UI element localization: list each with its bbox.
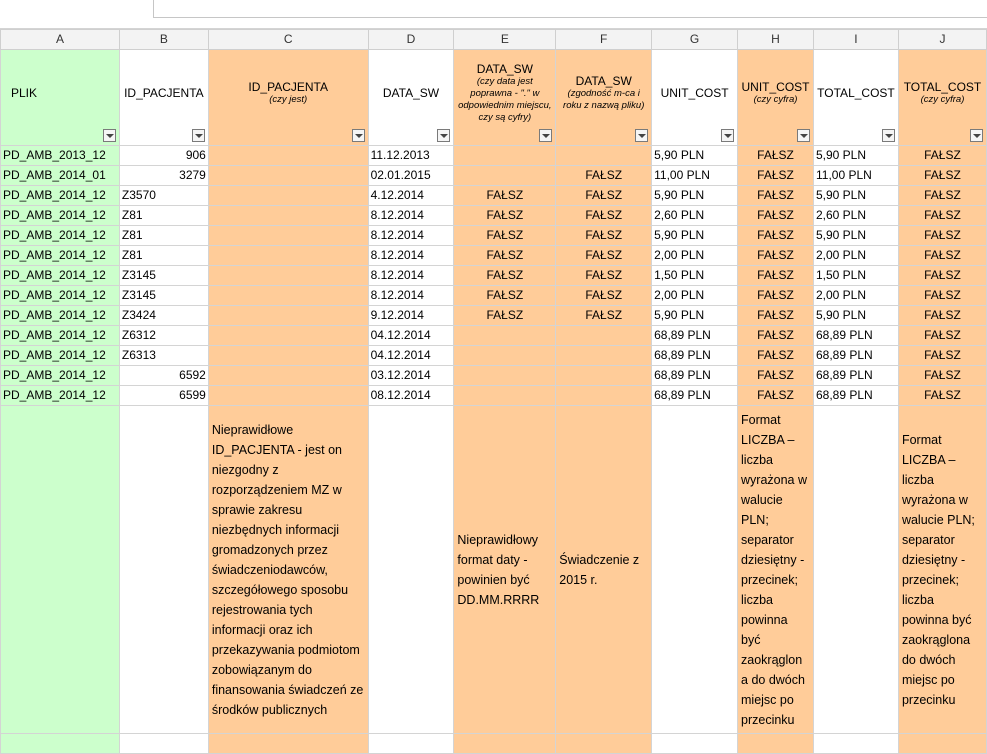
header-subtitle: (czy data jest poprawna - "." w odpowiednim miejscu, czy są cyfry) [458,75,552,123]
cell-f[interactable] [556,366,652,386]
header-cell-total-cost[interactable] [813,50,898,146]
cell-b[interactable]: Z81 [119,206,208,226]
cell-i[interactable]: 5,90 PLN [813,146,898,166]
header-subtitle: (zgodność m-ca i roku z nazwą pliku) [563,87,645,111]
column-header-b[interactable]: B [119,30,208,50]
cell-h[interactable]: FAŁSZ [738,326,814,346]
cell-e[interactable]: FAŁSZ [454,266,556,286]
cell-e[interactable]: FAŁSZ [454,306,556,326]
header-title: DATA_SW [575,73,632,88]
cell-e[interactable] [454,166,556,186]
cell-g[interactable]: 68,89 PLN [652,386,738,406]
header-cell-data-sw-match[interactable] [556,50,652,146]
cell-e[interactable] [454,326,556,346]
cell-d[interactable]: 04.12.2014 [368,346,454,366]
cell-g[interactable]: 11,00 PLN [652,166,738,186]
cell-f[interactable] [556,326,652,346]
cell-a[interactable]: PD_AMB_2014_12 [1,206,120,226]
cell-e[interactable]: FAŁSZ [454,206,556,226]
header-title: DATA_SW [382,85,440,100]
cell-c[interactable] [208,734,368,754]
cell-h[interactable]: FAŁSZ [738,366,814,386]
cell-d[interactable]: 08.12.2014 [368,386,454,406]
formula-bar[interactable] [0,0,987,29]
cell-i[interactable]: 2,60 PLN [813,206,898,226]
cell-a[interactable]: PD_AMB_2014_01 [1,166,120,186]
header-title: PLIK [11,85,38,100]
cell-h[interactable]: FAŁSZ [738,346,814,366]
header-title: TOTAL_COST [817,85,895,100]
cell-i[interactable]: 68,89 PLN [813,346,898,366]
cell-i[interactable]: 68,89 PLN [813,386,898,406]
cell-j[interactable]: FAŁSZ [898,386,986,406]
note-cell-h[interactable]: Format LICZBA – liczba wyrażona w walucie PLN; separator dziesiętny - przecinek; liczba powinna być zaokrąglon a do dwóch miejsc po przecinku [738,406,814,734]
cell-b[interactable]: 6599 [119,386,208,406]
cell-e[interactable]: FAŁSZ [454,246,556,266]
header-cell-total-cost-check[interactable] [898,50,986,146]
cell-h[interactable]: FAŁSZ [738,306,814,326]
cell-i[interactable]: 5,90 PLN [813,226,898,246]
cell-g[interactable]: 2,60 PLN [652,206,738,226]
cell-d[interactable]: 8.12.2014 [368,246,454,266]
cell-f[interactable]: FAŁSZ [556,166,652,186]
cell-e[interactable]: FAŁSZ [454,286,556,306]
header-title: ID_PACJENTA [124,85,204,100]
cell-j[interactable]: FAŁSZ [898,286,986,306]
cell-e[interactable] [454,146,556,166]
filter-dropdown-icon[interactable] [437,129,450,142]
table-row [1,346,987,366]
cell-a[interactable]: PD_AMB_2014_12 [1,306,120,326]
table-row [1,166,987,186]
cell-g[interactable] [652,734,738,754]
table-row [1,226,987,246]
cell-d[interactable] [368,734,454,754]
cell-i[interactable]: 2,00 PLN [813,246,898,266]
cell-g[interactable]: 2,00 PLN [652,286,738,306]
note-cell-a[interactable] [1,406,120,734]
spreadsheet-grid [0,29,987,754]
filter-dropdown-icon[interactable] [970,129,983,142]
cell-f[interactable]: FAŁSZ [556,186,652,206]
table-row [1,306,987,326]
cell-c[interactable] [208,246,368,266]
cell-f[interactable] [556,146,652,166]
filter-dropdown-icon[interactable] [721,129,734,142]
cell-a[interactable]: PD_AMB_2014_12 [1,186,120,206]
cell-d[interactable]: 4.12.2014 [368,186,454,206]
filter-dropdown-icon[interactable] [635,129,648,142]
cell-h[interactable]: FAŁSZ [738,266,814,286]
cell-a[interactable]: PD_AMB_2014_12 [1,386,120,406]
header-cell-unit-cost[interactable] [652,50,738,146]
column-header-f[interactable]: F [556,30,652,50]
cell-h[interactable]: FAŁSZ [738,386,814,406]
filter-dropdown-icon[interactable] [539,129,552,142]
cell-b[interactable]: Z6312 [119,326,208,346]
header-cell-data-sw-format[interactable] [454,50,556,146]
cell-j[interactable]: FAŁSZ [898,366,986,386]
cell-j[interactable]: FAŁSZ [898,246,986,266]
cell-b[interactable]: 6592 [119,366,208,386]
cell-b[interactable]: Z3145 [119,266,208,286]
cell-j[interactable]: FAŁSZ [898,166,986,186]
cell-b[interactable]: Z3570 [119,186,208,206]
cell-g[interactable]: 2,00 PLN [652,246,738,266]
cell-j[interactable]: FAŁSZ [898,186,986,206]
cell-i[interactable]: 2,00 PLN [813,286,898,306]
cell-f[interactable]: FAŁSZ [556,266,652,286]
cell-d[interactable]: 03.12.2014 [368,366,454,386]
cell-b[interactable]: 3279 [119,166,208,186]
cell-a[interactable]: PD_AMB_2014_12 [1,266,120,286]
cell-b[interactable]: Z3145 [119,286,208,306]
cell-d[interactable]: 04.12.2014 [368,326,454,346]
column-header-j[interactable]: J [898,30,986,50]
column-header-a[interactable]: A [1,30,120,50]
cell-e[interactable] [454,346,556,366]
header-title: UNIT_COST [741,79,810,94]
cell-a[interactable]: PD_AMB_2014_12 [1,246,120,266]
cell-h[interactable] [738,734,814,754]
header-cell-unit-cost-check[interactable] [738,50,814,146]
cell-i[interactable]: 68,89 PLN [813,366,898,386]
cell-b[interactable]: Z81 [119,226,208,246]
cell-d[interactable]: 8.12.2014 [368,266,454,286]
cell-j[interactable]: FAŁSZ [898,226,986,246]
cell-f[interactable]: FAŁSZ [556,226,652,246]
cell-j[interactable]: FAŁSZ [898,146,986,166]
cell-g[interactable]: 5,90 PLN [652,186,738,206]
cell-c[interactable] [208,146,368,166]
cell-c[interactable] [208,326,368,346]
note-cell-e[interactable]: Nieprawidłowy format daty - powinien być DD.MM.RRRR [454,406,556,734]
cell-c[interactable] [208,206,368,226]
cell-d[interactable]: 02.01.2015 [368,166,454,186]
column-header-e[interactable]: E [454,30,556,50]
note-cell-f[interactable]: Świadczenie z 2015 r. [556,406,652,734]
cell-g[interactable]: 68,89 PLN [652,326,738,346]
header-subtitle: (czy cyfra) [920,93,965,105]
cell-i[interactable]: 11,00 PLN [813,166,898,186]
note-cell-j[interactable]: Format LICZBA – liczba wyrażona w walucie PLN; separator dziesiętny - przecinek; liczba powinna być zaokrąglona do dwóch miejsc po przecinku [898,406,986,734]
formula-input[interactable] [153,0,987,18]
header-cell-data-sw[interactable] [368,50,454,146]
column-header-h[interactable]: H [738,30,814,50]
cell-g[interactable]: 1,50 PLN [652,266,738,286]
table-row [1,386,987,406]
cell-h[interactable]: FAŁSZ [738,206,814,226]
cell-d[interactable]: 11.12.2013 [368,146,454,166]
cell-c[interactable] [208,226,368,246]
cell-d[interactable]: 8.12.2014 [368,226,454,246]
table-row [1,266,987,286]
cell-i[interactable] [813,734,898,754]
cell-d[interactable]: 8.12.2014 [368,206,454,226]
cell-c[interactable] [208,266,368,286]
cell-e[interactable]: FAŁSZ [454,186,556,206]
cell-j[interactable]: FAŁSZ [898,266,986,286]
cell-c[interactable] [208,386,368,406]
note-cell-c[interactable]: Nieprawidłowe ID_PACJENTA - jest on niezgodny z rozporządzeniem MZ w sprawie zakresu niezbędnych informacji gromadzonych przez świadczeniodawców, szczegółowego sposobu rejestrowania tych informacji oraz ich przekazywania podmiotom zobowiązanym do finansowania świadczeń ze środków publicznych [208,406,368,734]
cell-g[interactable]: 5,90 PLN [652,146,738,166]
cell-f[interactable]: FAŁSZ [556,206,652,226]
cell-f[interactable] [556,386,652,406]
cell-b[interactable]: 906 [119,146,208,166]
cell-i[interactable]: 1,50 PLN [813,266,898,286]
filter-dropdown-icon[interactable] [797,129,810,142]
cell-g[interactable]: 68,89 PLN [652,346,738,366]
cell-j[interactable]: FAŁSZ [898,346,986,366]
cell-b[interactable]: Z3424 [119,306,208,326]
cell-e[interactable]: FAŁSZ [454,226,556,246]
header-cell-plik[interactable] [1,50,120,146]
filter-dropdown-icon[interactable] [103,129,116,142]
cell-j[interactable] [898,734,986,754]
cell-g[interactable]: 5,90 PLN [652,226,738,246]
column-header-d[interactable]: D [368,30,454,50]
header-subtitle: (czy jest) [269,93,308,105]
cell-a[interactable]: PD_AMB_2014_12 [1,286,120,306]
cell-e[interactable] [454,734,556,754]
table-row [1,326,987,346]
table-row [1,206,987,226]
cell-d[interactable]: 9.12.2014 [368,306,454,326]
column-header-i[interactable]: I [813,30,898,50]
filter-dropdown-icon[interactable] [882,129,895,142]
cell-c[interactable] [208,346,368,366]
cell-f[interactable]: FAŁSZ [556,286,652,306]
table-row [1,286,987,306]
cell-c[interactable] [208,186,368,206]
header-title: UNIT_COST [660,85,729,100]
column-header-g[interactable]: G [652,30,738,50]
table-row [1,366,987,386]
cell-i[interactable]: 68,89 PLN [813,326,898,346]
header-cell-id-pacjenta-check[interactable] [208,50,368,146]
cell-a[interactable]: PD_AMB_2014_12 [1,226,120,246]
empty-row [1,734,987,754]
cell-f[interactable] [556,734,652,754]
cell-c[interactable] [208,366,368,386]
table-row [1,186,987,206]
cell-a[interactable]: PD_AMB_2013_12 [1,146,120,166]
table-row [1,246,987,266]
cell-e[interactable] [454,366,556,386]
cell-i[interactable]: 5,90 PLN [813,186,898,206]
cell-h[interactable]: FAŁSZ [738,146,814,166]
header-title: ID_PACJENTA [248,79,328,94]
cell-b[interactable] [119,734,208,754]
cell-b[interactable]: Z81 [119,246,208,266]
cell-g[interactable]: 5,90 PLN [652,306,738,326]
table-row [1,146,987,166]
cell-a[interactable]: PD_AMB_2014_12 [1,346,120,366]
cell-f[interactable]: FAŁSZ [556,246,652,266]
note-cell-b[interactable] [119,406,208,734]
header-title: DATA_SW [476,61,533,76]
cell-c[interactable] [208,166,368,186]
cell-h[interactable]: FAŁSZ [738,286,814,306]
note-cell-g[interactable] [652,406,738,734]
header-cell-id-pacjenta[interactable] [119,50,208,146]
cell-j[interactable]: FAŁSZ [898,206,986,226]
note-cell-d[interactable] [368,406,454,734]
cell-d[interactable]: 8.12.2014 [368,286,454,306]
filter-dropdown-icon[interactable] [352,129,365,142]
header-title: TOTAL_COST [903,79,982,94]
cell-a[interactable] [1,734,120,754]
data-table [0,29,987,754]
cell-f[interactable]: FAŁSZ [556,306,652,326]
cell-h[interactable]: FAŁSZ [738,166,814,186]
cell-h[interactable]: FAŁSZ [738,186,814,206]
cell-g[interactable]: 68,89 PLN [652,366,738,386]
cell-e[interactable] [454,386,556,406]
cell-i[interactable]: 5,90 PLN [813,306,898,326]
cell-c[interactable] [208,306,368,326]
notes-row [1,406,987,734]
cell-j[interactable]: FAŁSZ [898,326,986,346]
note-cell-i[interactable] [813,406,898,734]
header-subtitle: (czy cyfra) [753,93,798,105]
column-header-c[interactable]: C [208,30,368,50]
field-header-row [1,50,987,146]
cell-h[interactable]: FAŁSZ [738,246,814,266]
cell-a[interactable]: PD_AMB_2014_12 [1,326,120,346]
cell-f[interactable] [556,346,652,366]
cell-j[interactable]: FAŁSZ [898,306,986,326]
filter-dropdown-icon[interactable] [192,129,205,142]
cell-h[interactable]: FAŁSZ [738,226,814,246]
cell-b[interactable]: Z6313 [119,346,208,366]
cell-a[interactable]: PD_AMB_2014_12 [1,366,120,386]
column-header-row [1,30,987,50]
cell-c[interactable] [208,286,368,306]
